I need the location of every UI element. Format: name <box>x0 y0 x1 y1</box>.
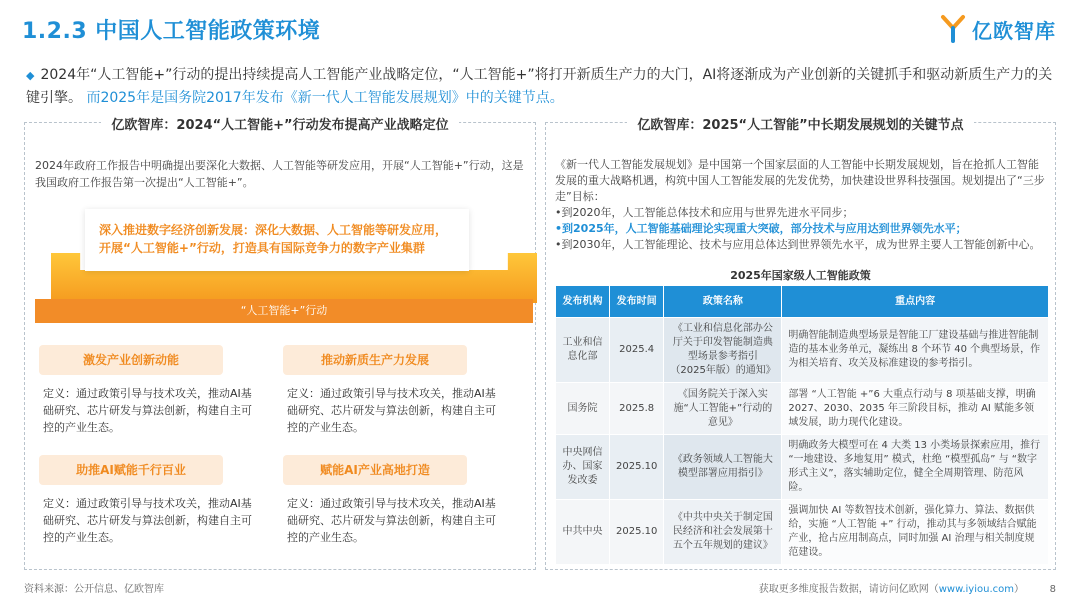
cell-date: 2025.8 <box>610 383 664 435</box>
page-number: 8 <box>1049 584 1056 595</box>
cell-content: 部署 “人工智能 +”6 大重点行动与 8 项基础支撑，明确 2027、2030、2035 年三阶段目标，推动 AI 赋能多领域发展，助力现代化建设。 <box>782 383 1049 435</box>
cell-date: 2025.10 <box>610 500 664 565</box>
column-header: 重点内容 <box>782 286 1049 318</box>
right-panel <box>545 118 1056 570</box>
left-intro-text: 2024年政府工作报告中明确提出要深化大数据、人工智能等研发应用，开展“人工智能+”行动，这是我国政府工作报告第一次提出“人工智能+”。 <box>35 159 524 189</box>
goal-2030: •到2030年，人工智能理论、技术与应用总体达到世界领先水平，成为世界主要人工智能创新中心。 <box>555 238 1041 251</box>
right-panel-header: 亿欧智库：2025“人工智能”中长期发展规划的关键节点 <box>546 114 1055 133</box>
cell-org: 中共中央 <box>556 500 610 565</box>
column-header: 政策名称 <box>664 286 782 318</box>
intro-highlight: 而2025年是国务院2017年发布《新一代人工智能发展规划》中的关键节点。 <box>86 90 564 106</box>
column-header: 发布机构 <box>556 286 610 318</box>
table-row <box>556 500 1049 565</box>
cell-content: 明确智能制造典型场景是智能工厂建设基础与推进智能制造的基本业务单元，凝练出 8 个环节 40 个典型场景，作为相关培育、攻关及标准建设的参考指引。 <box>782 318 1049 383</box>
cell-policy: 《政务领域人工智能大模型部署应用指引》 <box>664 435 782 500</box>
cell-content: 明确政务大模型可在 4 大类 13 小类场景探索应用，推行 “一地建设、多地复用” 模式，杜绝 “模型孤岛” 与 “数字形式主义”，落实辅助定位，健全全周期管理、防范风险。 <box>782 435 1049 500</box>
source-note: 资料来源：公开信息、亿欧智库 <box>24 584 164 595</box>
definition-text: 定义：通过政策引导与技术攻关，推动AI基础研究、芯片研发与算法创新，构建自主可控的产业生态。 <box>43 387 252 434</box>
cell-policy: 《工业和信息化部办公厅关于印发智能制造典型场景参考指引（2025年版）的通知》 <box>664 318 782 383</box>
cell-policy: 《国务院关于深入实施“人工智能+”行动的意见》 <box>664 383 782 435</box>
definition-text: 定义：通过政策引导与技术攻关，推动AI基础研究、芯片研发与算法创新，构建自主可控的产业生态。 <box>43 497 252 544</box>
cell-policy: 《中共中央关于制定国民经济和社会发展第十五个五年规划的建议》 <box>664 500 782 565</box>
cell-date: 2025.4 <box>610 318 664 383</box>
table-row <box>556 435 1049 500</box>
footer-more: 获取更多维度报告数据，请访问亿欧网（www.iyiou.com） <box>758 584 1024 595</box>
goal-2025: •到2025年，人工智能基础理论实现重大突破，部分技术与应用达到世界领先水平； <box>555 222 967 235</box>
table-row <box>556 383 1049 435</box>
plan-description: 《新一代人工智能发展规划》是中国第一个国家层面的人工智能中长期发展规划，旨在抢抓人工智能发展的重大战略机遇，构筑中国人工智能发展的先发优势，加快建设世界科技强国。规划提出了“三步走”目标： <box>555 158 1045 203</box>
cell-date: 2025.10 <box>610 435 664 500</box>
table-title: 2025年国家级人工智能政策 <box>730 269 871 282</box>
cell-org: 国务院 <box>556 383 610 435</box>
pill-empower: 助推AI赋能千行百业 <box>39 455 223 485</box>
cell-org: 工业和信息化部 <box>556 318 610 383</box>
intro-text: 2024年“人工智能+”行动的提出持续提高人工智能产业战略定位，“人工智能+”将打开新质生产力的大门，AI将逐渐成为产业创新的关键抓手和驱动新质生产力的关键引擎。 <box>26 67 1053 106</box>
policy-quote-card <box>85 209 469 271</box>
logo-text: 亿欧智库 <box>972 18 1056 43</box>
pill-productivity: 推动新质生产力发展 <box>283 345 467 375</box>
table-header-row <box>556 286 1049 318</box>
column-header: 发布时间 <box>610 286 664 318</box>
table-row <box>556 318 1049 383</box>
intro-paragraph <box>26 64 1056 109</box>
site-link[interactable]: www.iyiou.com <box>938 584 1014 595</box>
cell-org: 中央网信办、国家发改委 <box>556 435 610 500</box>
pill-innovation: 激发产业创新动能 <box>39 345 223 375</box>
diamond-bullet-icon: ◆ <box>26 69 35 82</box>
logo-mark-icon <box>940 14 966 44</box>
definition-text: 定义：通过政策引导与技术攻关，推动AI基础研究、芯片研发与算法创新，构建自主可控的产业生态。 <box>287 497 496 544</box>
left-panel <box>24 118 536 570</box>
right-intro-text <box>555 157 1049 253</box>
action-banner: “人工智能+”行动 <box>35 299 533 323</box>
goal-2020: •到2020年，人工智能总体技术和应用与世界先进水平同步； <box>555 206 854 219</box>
left-panel-header: 亿欧智库：2024“人工智能+”行动发布提高产业战略定位 <box>25 114 535 133</box>
cell-content: 强调加快 AI 等数智技术创新，强化算力、算法、数据供给，实施 “人工智能 +” 行动，推动其与多领域结合赋能产业，抢占应用制高点，同时加强 AI 治理与相关制度规范建设。 <box>782 500 1049 565</box>
brand-logo <box>940 14 1056 44</box>
pill-highland: 赋能AI产业高地打造 <box>283 455 467 485</box>
page-title: 1.2.3 中国人工智能政策环境 <box>22 19 321 44</box>
definition-text: 定义：通过政策引导与技术攻关，推动AI基础研究、芯片研发与算法创新，构建自主可控的产业生态。 <box>287 387 496 434</box>
policy-quote-text: 深入推进数字经济创新发展：深化大数据、人工智能等研发应用，开展“人工智能+”行动，打造具有国际竞争力的数字产业集群 <box>99 223 448 255</box>
policy-table <box>555 285 1049 565</box>
